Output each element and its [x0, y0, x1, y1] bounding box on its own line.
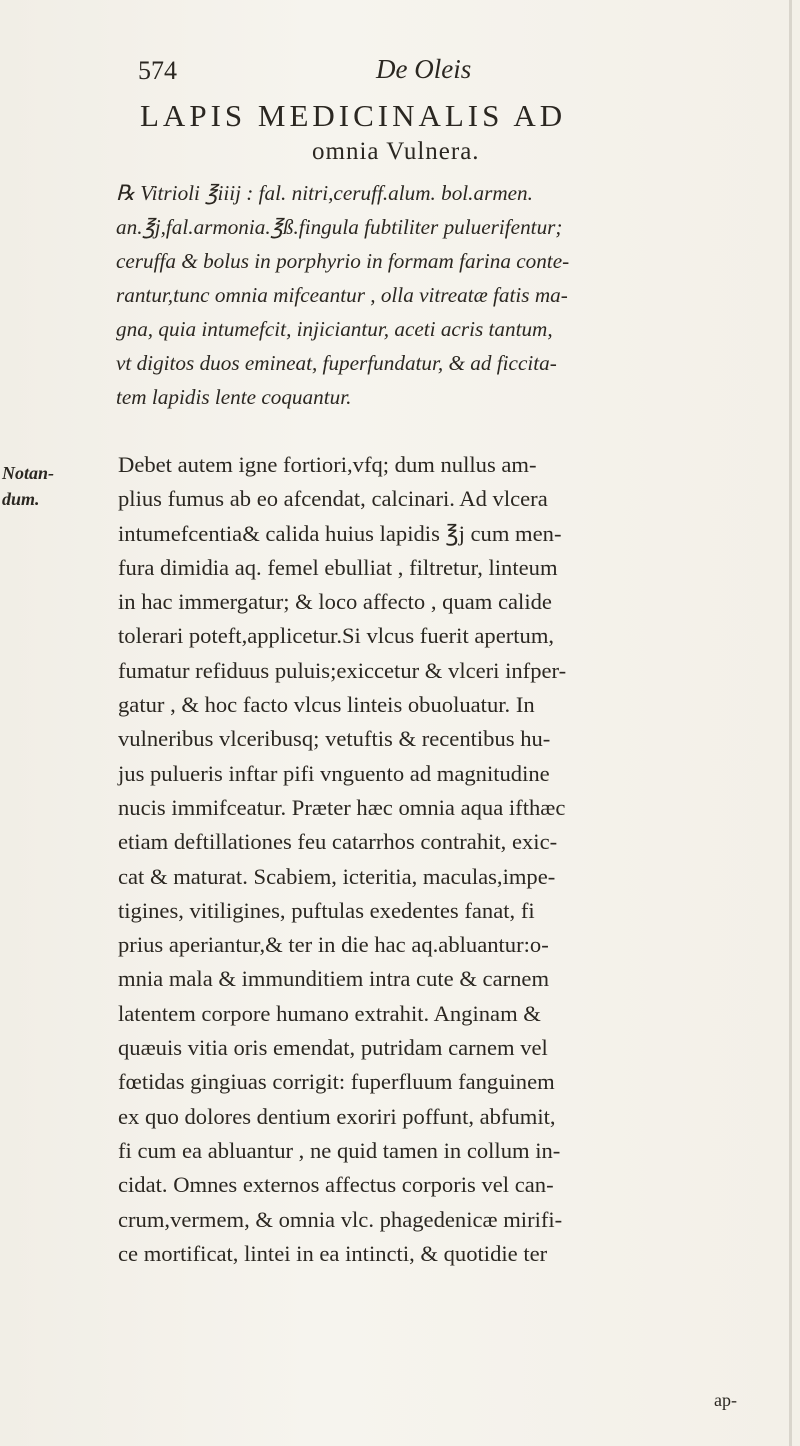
body-line: cat & maturat. Scabiem, icteritia, maculas,impe-: [118, 863, 556, 889]
recipe-line: vt digitos duos emineat, fuperfundatur, & ad ficcita-: [116, 351, 557, 375]
margin-note-line: Notan-: [2, 463, 55, 483]
recipe-paragraph: [116, 176, 736, 414]
body-line: etiam deftillationes feu catarrhos contrahit, exic-: [118, 829, 558, 855]
body-line: ce mortificat, lintei in ea intincti, & quotidie ter: [118, 1240, 548, 1266]
body-line: nucis immifceatur. Præter hæc omnia aqua ifthæc: [118, 794, 566, 820]
section-title: LAPIS MEDICINALIS AD: [140, 98, 567, 133]
body-line: latentem corpore humano extrahit. Anginam &: [118, 1000, 541, 1026]
margin-note: [2, 460, 54, 512]
body-line: vulneribus vlceribusq; vetuftis & recentibus hu-: [118, 726, 551, 752]
recipe-line: ℞ Vitrioli ℥iiij : fal. nitri,ceruff.alum. bol.armen.: [116, 181, 533, 205]
catchword: ap-: [714, 1390, 737, 1410]
body-line: plius fumus ab eo afcendat, calcinari. Ad vlcera: [118, 486, 548, 512]
body-line: crum,vermem, & omnia vlc. phagedenicæ mirifi-: [118, 1206, 563, 1232]
body-line: mnia mala & immunditiem intra cute & carnem: [118, 966, 550, 992]
body-paragraph: [118, 448, 758, 1271]
recipe-line: rantur,tunc omnia mifceantur , olla vitreatæ fatis ma-: [116, 283, 568, 307]
body-line: fumatur refiduus puluis;exiccetur & vlceri infper-: [118, 657, 567, 683]
page-edge: [789, 0, 792, 1446]
body-line: jus pulueris inftar pifi vnguento ad magnitudine: [118, 760, 550, 786]
body-line: in hac immergatur; & loco affecto , quam calide: [118, 589, 552, 615]
body-line: gatur , & hoc facto vlcus linteis obuoluatur. In: [118, 692, 535, 718]
body-line: fœtidas gingiuas corrigit: fuperfluum fanguinem: [118, 1069, 555, 1095]
recipe-line: gna, quia intumefcit, injiciantur, aceti acris tantum,: [116, 317, 553, 341]
recipe-line: an.℥j,fal.armonia.℥ß.fingula fubtiliter puluerifentur;: [116, 215, 563, 239]
page-header: [138, 52, 698, 92]
body-line: quæuis vitia oris emendat, putridam carnem vel: [118, 1035, 548, 1061]
body-line: ex quo dolores dentium exoriri poffunt, abfumit,: [118, 1103, 556, 1129]
body-line: Debet autem igne fortiori,vfq; dum nullus am-: [118, 452, 537, 477]
body-line: cidat. Omnes externos affectus corporis vel can-: [118, 1172, 554, 1198]
recipe-line: ceruffa & bolus in porphyrio in formam farina conte-: [116, 249, 570, 273]
body-line: tigines, vitiligines, puftulas exedentes fanat, fi: [118, 897, 535, 923]
margin-note-line: dum.: [2, 489, 40, 509]
recipe-line: tem lapidis lente coquantur.: [116, 385, 352, 409]
body-line: fura dimidia aq. femel ebulliat , filtretur, linteum: [118, 554, 558, 580]
section-subtitle: omnia Vulnera.: [312, 138, 480, 165]
body-line: fi cum ea abluantur , ne quid tamen in collum in-: [118, 1137, 561, 1163]
body-line: tolerari poteft,applicetur.Si vlcus fuerit apertum,: [118, 623, 555, 649]
page-number: 574: [138, 56, 177, 85]
body-line: intumefcentia& calida huius lapidis ℥j cum men-: [118, 520, 562, 546]
running-title: De Oleis: [376, 54, 472, 84]
body-line: prius aperiantur,& ter in die hac aq.abluantur:o-: [118, 932, 549, 958]
